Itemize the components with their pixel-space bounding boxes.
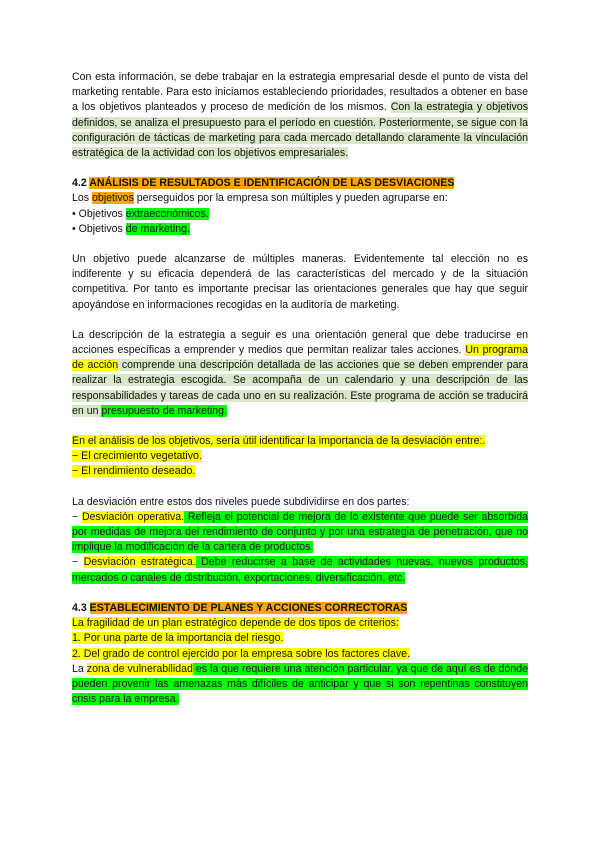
vegetative-growth-text: − El crecimiento vegetativo. xyxy=(72,450,202,463)
strategic-description: Debe reducirse a base de actividades nuevas, nuevos productos, mercados o canales de distribución, exportaciones, diversificación, etc. xyxy=(72,556,528,584)
bullet-2-text: • Objetivos xyxy=(72,222,126,235)
criterion-1-text: 1. Por una parte de la importancia del riesgo. xyxy=(72,632,284,645)
operational-dash: − xyxy=(72,510,82,523)
deviation-intro: La desviación entre estos dos niveles puede subdividirse en dos partes: xyxy=(72,495,410,508)
section-4-2-heading xyxy=(72,176,528,191)
section-4-3-number: 4.3 xyxy=(72,601,90,614)
bullet-extraeconomic xyxy=(72,207,528,222)
operational-description: Refleja el potencial de mejora de lo existente que puede ser absorbida por medidas de mejora del rendimiento de conjunto y por una estrategia de penetración, que no implique la modificación de la cartera de productos. xyxy=(72,510,528,554)
section-4-3-title: ESTABLECIMIENTO DE PLANES Y ACCIONES CORRECTORAS xyxy=(89,601,408,614)
strategic-deviation xyxy=(72,555,528,585)
vulnerability-text: La xyxy=(72,662,87,675)
section-4-2-title: ANÁLISIS DE RESULTADOS E IDENTIFICACIÓN DE LAS DESVIACIONES xyxy=(89,177,455,190)
action-program-description: comprende una descripción detallada de las acciones que se deben emprender para realizar la estrategia escogida. Se acompaña de un calendario y una descripción de las responsabilidades y tareas de cada uno en su realización. Este programa de acción se traducirá en un xyxy=(72,359,528,417)
fragility-intro-text: La fragilidad de un plan estratégico depende de dos tipos de criterios: xyxy=(72,617,399,630)
section-4-3-heading xyxy=(72,601,528,616)
bullet-1-highlight: extraeconómicos. xyxy=(125,207,209,220)
criterion-2 xyxy=(72,647,528,662)
vegetative-growth xyxy=(72,449,528,464)
intro-highlight: Con la estrategia y objetivos definidos, se analiza el presupuesto para el período en cuestión. Posteriormente, se sigue con la configuración de tácticas de marketing para cada mercado detallando claramente la vinculación estratégica de la actividad con los objetivos empresariales. xyxy=(72,101,528,160)
objectives-intro-text: Los xyxy=(72,192,93,205)
operational-term: Desviación operativa. xyxy=(81,510,185,523)
bullet-marketing xyxy=(72,222,528,237)
strategy-text: La descripción de la estrategia a seguir es una orientación general que debe traducirse en acciones específicas a emprender y medios que permitan realizar tales acciones. xyxy=(72,328,528,357)
operational-deviation xyxy=(72,510,528,556)
strategic-dash: − xyxy=(72,556,84,569)
desired-performance-text: − El rendimiento deseado. xyxy=(72,465,196,478)
bullet-2-highlight: de marketing. xyxy=(125,222,190,235)
vulnerability-description: es la que requiere una atención particular, ya que de aquí es de dónde pueden provenir las amenazas más difíciles de anticipar y que si son repentinas constituyen crisis para la empresa. xyxy=(72,662,529,706)
criterion-1 xyxy=(72,631,528,646)
document-page xyxy=(72,70,528,707)
strategic-term: Desviación estratégica. xyxy=(83,556,196,569)
section-4-2-number: 4.2 xyxy=(72,177,90,190)
intro-text: Con esta información, se debe trabajar en la estrategia empresarial desde el punto de vista del marketing rentable. Para esto iniciamos estableciendo prioridades, resultados a obtener en base a los objetivos planteados y proceso de medición de los mismos. xyxy=(72,71,528,114)
action-program-term: Un programa de acción xyxy=(72,344,529,372)
strategy-paragraph xyxy=(72,328,528,419)
objective-paragraph: Un objetivo puede alcanzarse de múltiples maneras. Evidentemente tal elección no es indiferente y su eficacia dependerá de las características del mercado y de la situación competitiva. Por tanto es importante precisar las orientaciones generales que hay que seguir apoyándose en informaciones recogidas en la auditoría de marketing. xyxy=(72,253,528,311)
intro-paragraph xyxy=(72,70,528,161)
criterion-2-text: 2. Del grado de control ejercido por la empresa sobre los factores clave. xyxy=(72,647,410,660)
vulnerability-paragraph xyxy=(72,662,528,708)
objectives-intro xyxy=(72,191,528,206)
desired-performance xyxy=(72,464,528,479)
vulnerability-term: zona de vulnerabilidad xyxy=(86,662,193,675)
fragility-intro xyxy=(72,616,528,631)
objectives-term: objetivos xyxy=(92,192,134,205)
objectives-intro-rest: perseguidos por la empresa son múltiples y pueden agruparse en: xyxy=(133,192,448,205)
bullet-1-text: • Objetivos xyxy=(72,207,126,220)
marketing-budget-term: presupuesto de marketing. xyxy=(101,404,227,417)
deviation-importance xyxy=(72,434,528,449)
deviation-importance-text: En el análisis de los objetivos, sería útil identificar la importancia de la desviación entre:. xyxy=(72,435,486,448)
